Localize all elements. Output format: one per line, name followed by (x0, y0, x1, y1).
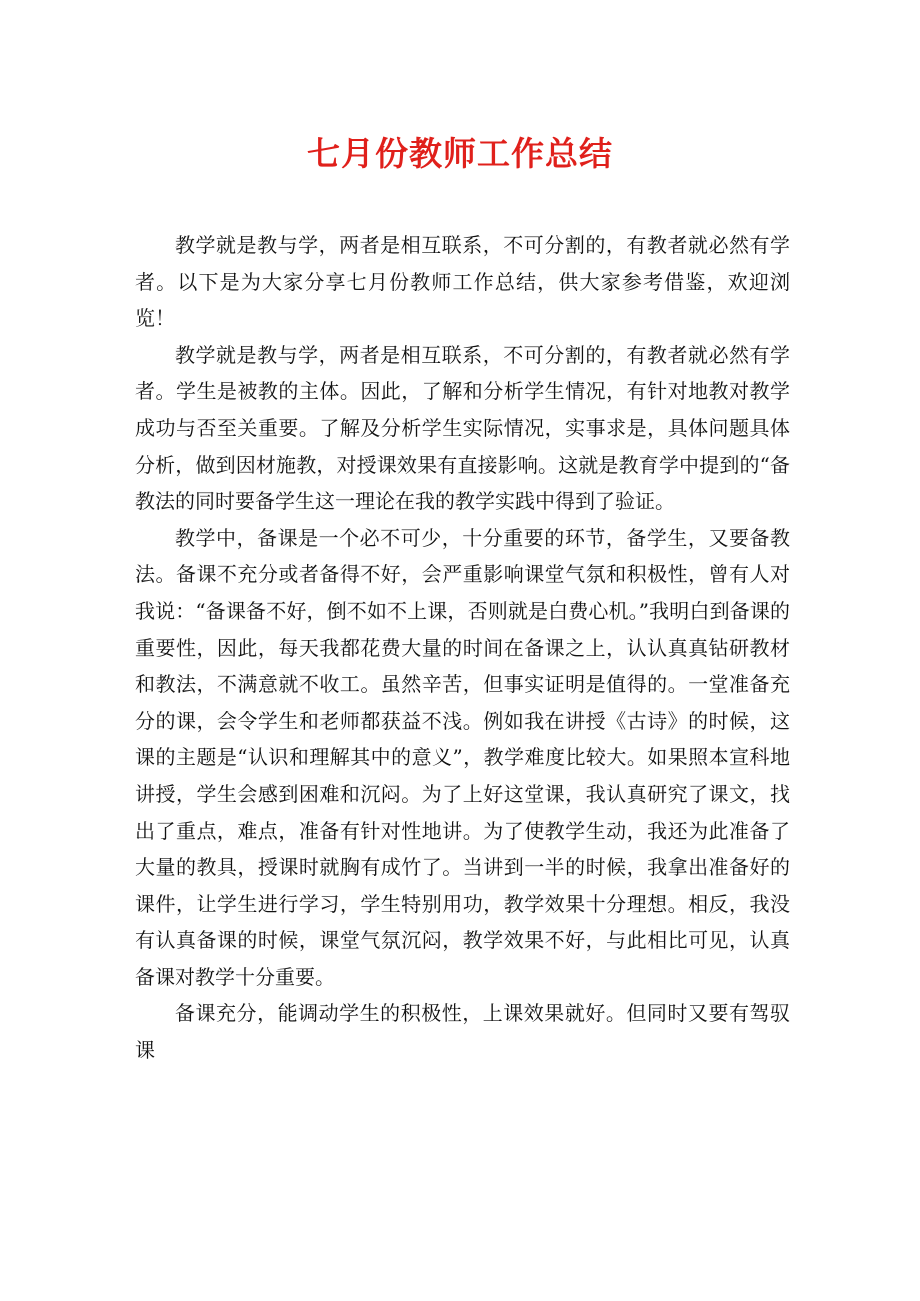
paragraph-classroom-control: 备课充分，能调动学生的积极性，上课效果就好。但同时又要有驾驭课 (135, 1001, 790, 1063)
paragraph-lesson-prep: 教学中，备课是一个必不可少，十分重要的环节，备学生，又要备教法。备课不充分或者备得不好，会严重影响课堂气氛和积极性，曾有人对我说：“备课备不好，倒不如不上课，否则就是白费心机。”我明白到备课的重要性，因此，每天我都花费大量的时间在备课之上，认认真真钻研教材和教法，不满意就不收工。虽然辛苦，但事实证明是值得的。一堂准备充分的课，会令学生和老师都获益不浅。例如我在讲授《古诗》的时候，这课的主题是“认识和理解其中的意义”，教学难度比较大。如果照本宣科地讲授，学生会感到困难和沉闷。为了上好这堂课，我认真研究了课文，找出了重点，难点，准备有针对性地讲。为了使教学生动，我还为此准备了大量的教具，授课时就胸有成竹了。当讲到一半的时候，我拿出准备好的课件，让学生进行学习，学生特别用功，教学效果十分理想。相反，我没有认真备课的时候，课堂气氛沉闷，教学效果不好，与此相比可见，认真备课对教学十分重要。 (135, 525, 790, 989)
document-body (135, 227, 790, 1069)
paragraph-students: 教学就是教与学，两者是相互联系，不可分割的，有教者就必然有学者。学生是被教的主体。因此，了解和分析学生情况，有针对地教对教学成功与否至关重要。了解及分析学生实际情况，实事求是，具体问题具体分析，做到因材施教，对授课效果有直接影响。这就是教育学中提到的“备教法的同时要备学生这一理论在我的教学实践中得到了验证。 (135, 342, 790, 514)
paragraph-intro: 教学就是教与学，两者是相互联系，不可分割的，有教者就必然有学者。以下是为大家分享七月份教师工作总结，供大家参考借鉴，欢迎浏览！ (135, 233, 790, 331)
document-title: 七月份教师工作总结 (307, 134, 613, 173)
